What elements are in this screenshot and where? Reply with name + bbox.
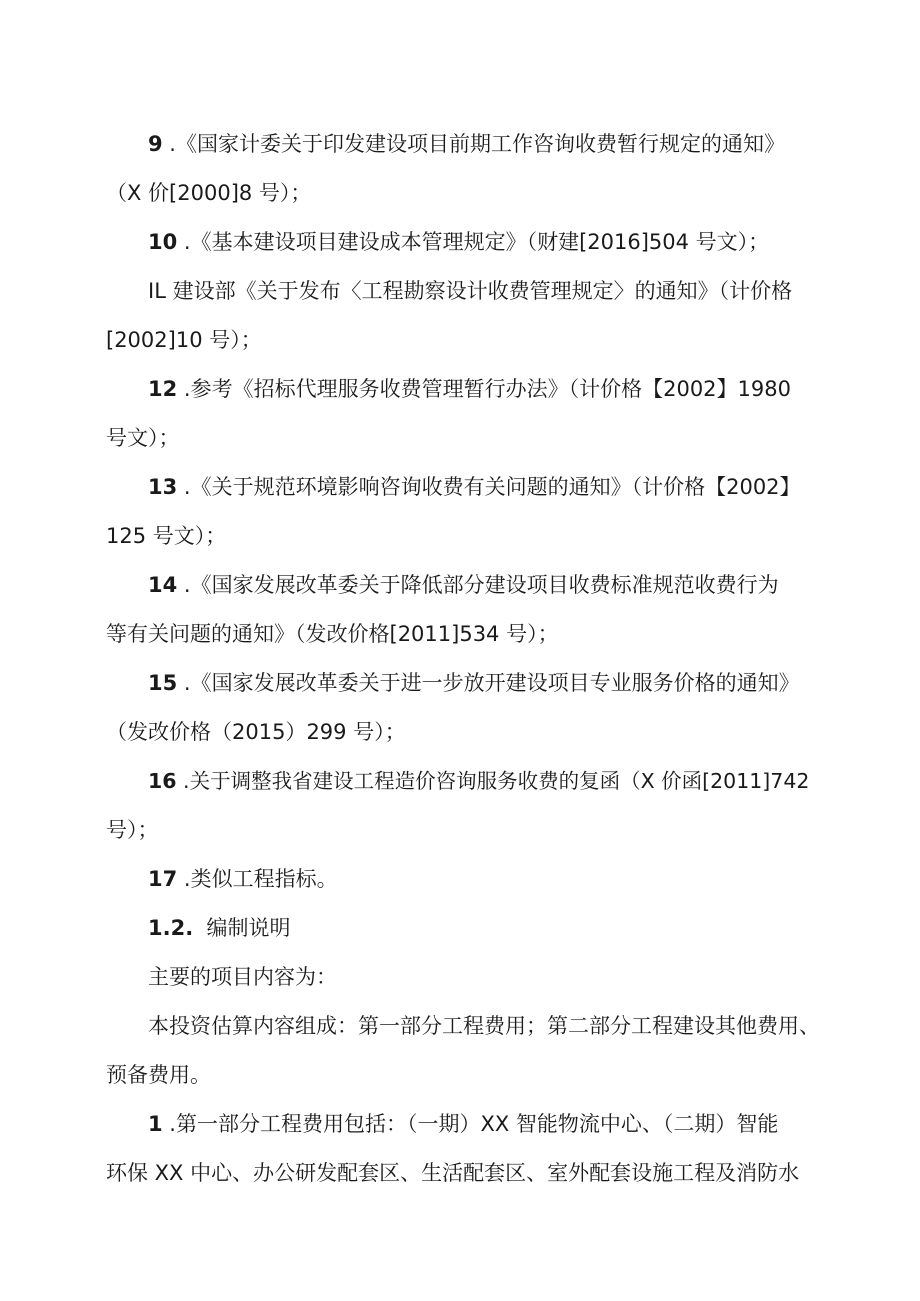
reference-item-11-cont: [2002]10 号）；	[106, 328, 262, 352]
reference-item-12-cont: 号文）；	[106, 426, 180, 450]
item-text: IL 建设部《关于发布〈工程勘察设计收费管理规定〉的通知》（计价格	[148, 279, 793, 303]
section-title: 编制说明	[206, 916, 291, 940]
item-number: 9	[148, 132, 163, 156]
reference-item-11	[148, 278, 820, 304]
item-text: 关于调整我省建设工程造价咨询服务收费的复函（X 价函[2011]742	[189, 769, 810, 793]
composition-paragraph: 本投资估算内容组成：第一部分工程费用；第二部分工程建设其他费用、	[148, 1014, 820, 1038]
item-text: 《基本建设项目建设成本管理规定》（财建[2016]504 号文）；	[190, 230, 770, 254]
item-text: 《国家发展改革委关于降低部分建设项目收费标准规范收费行为	[190, 573, 779, 597]
reference-item-12: 12 .参考《招标代理服务收费管理暂行办法》（计价格【2002】1980	[148, 377, 791, 401]
item-text: 《关于规范环境影响咨询收费有关问题的通知》（计价格【2002】	[190, 475, 801, 499]
item-text: 参考《招标代理服务收费管理暂行办法》（计价格【2002】1980	[190, 377, 791, 401]
cost-item-1: 1 .第一部分工程费用包括：（一期）XX 智能物流中心、（二期）智能	[148, 1112, 779, 1136]
item-number: 10	[148, 230, 178, 254]
reference-item-9-cont: （X 价[2000]8 号）；	[106, 181, 312, 205]
item-text: 第一部分工程费用包括：（一期）XX 智能物流中心、（二期）智能	[175, 1112, 779, 1136]
item-number: 16	[148, 769, 177, 793]
cost-item-1-cont: 环保 XX 中心、办公研发配套区、生活配套区、室外配套设施工程及消防水	[106, 1161, 800, 1185]
item-number: 13	[148, 475, 178, 499]
reference-item-16: 16 .关于调整我省建设工程造价咨询服务收费的复函（X 价函[2011]742	[148, 769, 810, 793]
item-text: 类似工程指标。	[190, 867, 338, 891]
item-number: 15	[148, 671, 178, 695]
item-number: 14	[148, 573, 178, 597]
reference-item-13-cont: 125 号文）；	[106, 524, 227, 548]
reference-item-14-cont: 等有关问题的通知》（发改价格[2011]534 号）；	[106, 622, 559, 646]
reference-item-15: 15 .《国家发展改革委关于进一步放开建设项目专业服务价格的通知》	[148, 671, 800, 695]
item-number: 1	[148, 1112, 163, 1136]
item-number: 12	[148, 377, 178, 401]
reference-item-10: 10 .《基本建设项目建设成本管理规定》（财建[2016]504 号文）；	[148, 230, 770, 254]
reference-item-14: 14 .《国家发展改革委关于降低部分建设项目收费标准规范收费行为	[148, 573, 779, 597]
composition-paragraph-cont: 预备费用。	[106, 1063, 211, 1087]
reference-item-9: 9 .《国家计委关于印发建设项目前期工作咨询收费暂行规定的通知》	[148, 132, 785, 156]
reference-item-13: 13 .《关于规范环境影响咨询收费有关问题的通知》（计价格【2002】	[148, 475, 801, 499]
item-number: 17	[148, 867, 178, 891]
reference-item-15-cont: （发改价格（2015）299 号）；	[106, 720, 406, 744]
section-number: 1.2.	[148, 916, 194, 940]
section-heading	[148, 915, 820, 941]
reference-item-17: 17 .类似工程指标。	[148, 867, 338, 891]
reference-item-16-cont: 号）；	[106, 818, 159, 842]
item-text: 《国家计委关于印发建设项目前期工作咨询收费暂行规定的通知》	[175, 132, 785, 156]
intro-paragraph: 主要的项目内容为：	[148, 965, 337, 989]
item-text: 《国家发展改革委关于进一步放开建设项目专业服务价格的通知》	[190, 671, 800, 695]
